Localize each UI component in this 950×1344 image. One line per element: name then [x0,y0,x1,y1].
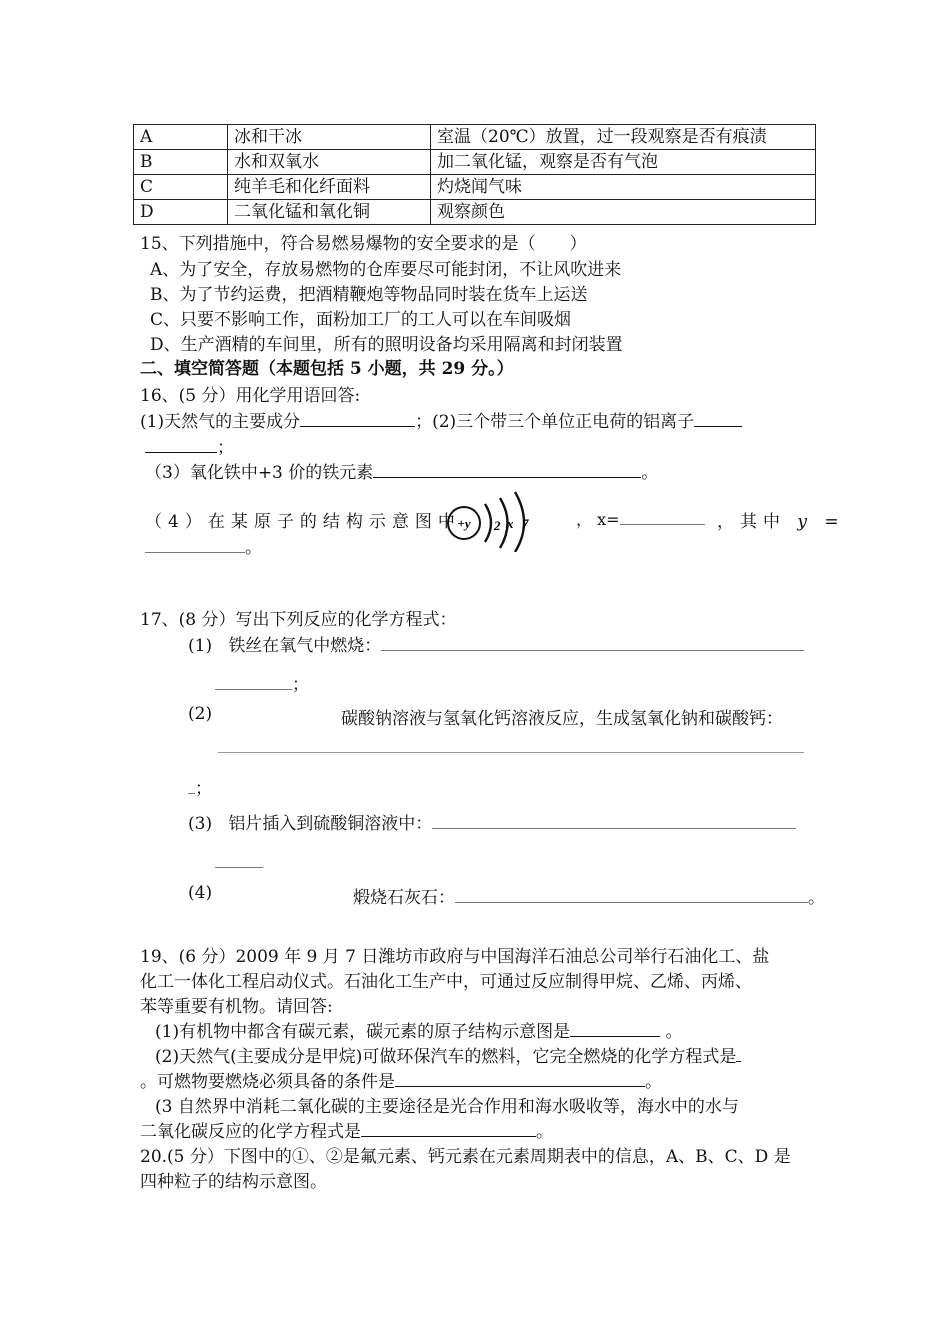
q17-item-4 [353,883,825,908]
answer-blank[interactable] [215,850,263,868]
row-label: B [134,150,228,175]
q19-p2-cond: 。可燃物要燃烧必须具备的条件是 [140,1072,395,1092]
q16-p4-y-var: y [797,512,814,532]
q19-line-3: 苯等重要有机物。请回答: [140,997,333,1017]
q16-p3-text: （3）氧化铁中+3 价的铁元素 [145,463,374,483]
q16-p1-text: (1)天然气的主要成分 [140,412,301,432]
answer-blank[interactable] [145,435,217,453]
answer-blank[interactable] [694,409,742,427]
row-substances: 水和双氧水 [228,150,431,175]
answer-blank[interactable] [373,460,641,478]
answer-blank[interactable] [218,740,804,753]
q17-item-3-cont [215,850,263,873]
q17-item-end: 。 [808,888,825,908]
row-substances: 二氧化锰和氧化铜 [228,200,431,225]
row-label: D [134,200,228,225]
q17-item-4-num: (4) [188,883,213,903]
q16-part4-y [717,507,845,532]
table-row [134,125,816,150]
shell-count-1: 2 [494,518,501,533]
q16-p2-text: ；(2)三个带三个单位正电荷的铝离子 [415,412,695,432]
row-method: 灼烧闻气味 [431,175,816,200]
q17-item-text: 煅烧石灰石： [353,888,455,908]
atom-structure-diagram [445,490,535,552]
q17-item-1 [188,631,804,656]
q17-item-end: ； [292,675,309,695]
answer-blank[interactable] [570,1019,660,1037]
table-row [134,175,816,200]
row-method: 室温（20℃）放置，过一段观察是否有痕渍 [431,125,816,150]
q16-part4-cont [145,533,262,558]
q15-option-a: A、为了安全，存放易燃物的仓库要尽可能封闭，不让风吹进来 [150,260,622,280]
q16-p4-end: 。 [245,538,262,558]
q17-item-2-text: 碳酸钠溶液与氢氧化钙溶液反应，生成氢氧化钠和碳酸钙： [341,709,783,729]
q19-p3-text: 二氧化碳反应的化学方程式是 [140,1122,361,1142]
q17-item-1-cont [215,670,309,695]
q19-part-2-cont [140,1067,662,1092]
answer-blank[interactable] [455,885,808,903]
q19-part-3-cont [140,1117,553,1142]
nucleus-label: +y [457,516,471,531]
q16-p1-end: ； [217,438,234,458]
section-title: 二、填空简答题（本题包括 5 小题，共 29 分。） [140,359,514,379]
q17-item-2-cont [188,774,212,799]
answer-blank[interactable] [736,1044,741,1062]
q17-item-2-num: (2) [188,704,213,724]
answer-blank[interactable] [395,1069,645,1087]
q16-part1 [140,407,742,432]
q19-p1-text: (1)有机物中都含有碳元素，碳元素的原子结构示意图是 [155,1022,571,1042]
row-method: 加二氧化锰，观察是否有气泡 [431,150,816,175]
q19-part-1 [155,1017,683,1042]
q16-part1-cont [145,433,234,458]
q19-p2-end: 。 [645,1072,662,1092]
q16-p4-x-label: ， x= [576,510,620,529]
q15-option-c: C、只要不影响工作，面粉加工厂的工人可以在车间吸烟 [150,310,572,330]
electron-shell-1 [485,504,491,542]
answer-blank[interactable] [620,507,705,525]
shell-count-3: 7 [522,516,529,531]
q16-part3 [145,458,658,483]
table-row [134,150,816,175]
q16-p4-y-eq: = [824,512,845,532]
q19-part-3: (3 自然界中消耗二氧化碳的主要途径是光合作用和海水吸收等，海水中的水与 [155,1097,739,1117]
shell-count-2: x [507,516,514,531]
row-method: 观察颜色 [431,200,816,225]
q19-line-2: 化工一体化工程启动仪式。石油化工生产中，可通过反应制得甲烷、乙烯、丙烯、 [140,972,752,992]
answer-blank[interactable] [361,1119,536,1137]
q19-p2-text: (2)天然气(主要成分是甲烷)可做环保汽车的燃料，它完全燃烧的化学方程式是 [155,1047,737,1067]
q17-item-text: 铁丝在氧气中燃烧： [228,636,382,656]
q17-item-text: 铝片插入到硫酸铜溶液中： [228,814,433,834]
q17-item-3 [188,809,796,834]
answer-blank[interactable] [381,633,804,651]
q20-line-2: 四种粒子的结构示意图。 [140,1172,327,1192]
row-label: C [134,175,228,200]
q19-part-2 [155,1042,741,1067]
q17-item-end: ； [195,779,212,799]
answer-blank[interactable] [215,672,292,690]
table-row [134,200,816,225]
q17-stem: 17、(8 分）写出下列反应的化学方程式： [140,610,457,630]
q17-item-num: (3) [188,814,213,834]
row-label: A [134,125,228,150]
q19-p1-end: 。 [665,1022,683,1042]
answer-blank[interactable] [145,535,245,553]
q15-option-d: D、生产酒精的车间里，所有的照明设备均采用隔离和封闭装置 [150,335,623,355]
q16-p3-end: 。 [641,463,659,483]
q20-line-1: 20.(5 分）下图中的①、②是氟元素、钙元素在元素周期表中的信息，A、B、C、D 是 [140,1147,791,1167]
row-substances: 纯羊毛和化纤面料 [228,175,431,200]
options-table [133,124,816,225]
q19-p3-end: 。 [536,1122,553,1142]
q16-p4-text: （4）在某原子的结构示意图中 [145,512,461,532]
q19-line-1: 19、(6 分）2009 年 9 月 7 日潍坊市政府与中国海洋石油总公司举行石油化工、盐 [140,947,770,967]
q17-item-num: (1) [188,636,213,656]
answer-blank[interactable] [300,409,415,427]
q15-option-b: B、为了节约运费，把酒精鞭炮等物品同时装在货车上运送 [150,285,588,305]
q16-part4-x [576,507,705,530]
answer-blank[interactable] [188,776,195,794]
q15-stem: 15、下列措施中，符合易燃易爆物的安全要求的是（ ） [140,234,587,254]
q16-p4-y-text: ，其中 [717,512,786,532]
q16-stem: 16、(5 分）用化学用语回答: [140,386,361,406]
answer-blank[interactable] [432,811,796,829]
row-substances: 冰和干冰 [228,125,431,150]
